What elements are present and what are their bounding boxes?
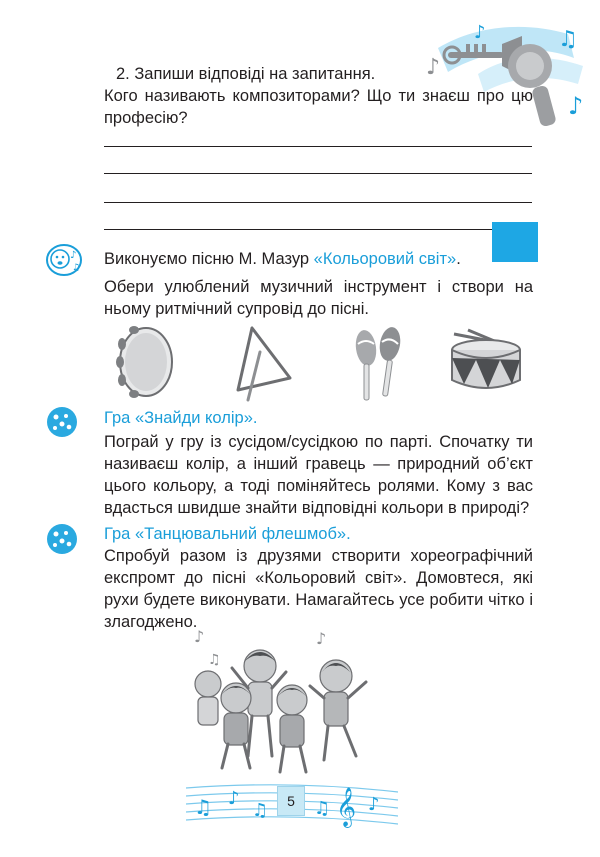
svg-text:♪: ♪ [228, 788, 240, 809]
svg-text:♪: ♪ [568, 92, 584, 120]
game-star-icon [47, 524, 77, 554]
song-title: «Кольоровий світ» [313, 250, 457, 268]
svg-text:♪: ♪ [194, 628, 205, 646]
song-prefix: Виконуємо пісню М. Мазур [104, 250, 314, 268]
maracas-icon [346, 324, 410, 402]
game-star-icon [47, 407, 77, 437]
song-suffix: . [456, 250, 461, 268]
drum-icon [444, 328, 528, 396]
answer-line-2[interactable] [104, 173, 532, 174]
svg-text:𝄞: 𝄞 [336, 787, 357, 827]
game2-title: Гра «Танцювальний флешмоб». [104, 525, 351, 543]
svg-text:♫: ♫ [314, 798, 331, 819]
page-number: 5 [277, 786, 305, 816]
task-question: Кого називають композиторами? Що ти знаєш про цю професію? [104, 87, 533, 127]
dancing-children-illustration [188, 628, 388, 776]
svg-text:♫: ♫ [208, 652, 221, 668]
svg-text:♫: ♫ [72, 263, 81, 273]
task-heading: 2. Запиши відповіді на запитання. [116, 65, 376, 83]
answer-line-4[interactable] [104, 229, 492, 230]
tambourine-icon [112, 322, 176, 400]
game1-title: Гра «Знайди колір». [104, 409, 258, 427]
svg-text:♫: ♫ [252, 800, 269, 821]
singing-icon [44, 242, 84, 278]
svg-text:♪: ♪ [426, 55, 441, 80]
svg-text:♪: ♪ [474, 22, 486, 43]
answer-line-1[interactable] [104, 146, 532, 147]
triangle-icon [232, 324, 294, 402]
svg-text:♫: ♫ [194, 795, 212, 819]
svg-text:♪: ♪ [70, 250, 77, 261]
answer-line-3[interactable] [104, 202, 532, 203]
svg-text:♫: ♫ [558, 27, 578, 52]
game1-text: Пограй у гру із сусідом/сусідкою по парті. Спочатку ти називаєш колір, а інший гравець — природний об’єкт цього кольору, а тоді поміняйтесь ролями. Кому з вас вдасться швидше знайти відповідні кольори в природі? [104, 433, 533, 517]
svg-text:♪: ♪ [316, 629, 327, 648]
game2-text: Спробуй разом із друзями створити хореографічний експромт до пісні «Кольоровий світ». Домовтеся, які рухи будете виконувати. Намагайтесь усе робити чітко і злагоджено. [104, 547, 533, 631]
song-instruction: Обери улюблений музичний інструмент і створи на ньому ритмічний супровід до пісні. [104, 278, 533, 318]
song-line [104, 248, 534, 270]
svg-text:♪: ♪ [368, 794, 380, 815]
